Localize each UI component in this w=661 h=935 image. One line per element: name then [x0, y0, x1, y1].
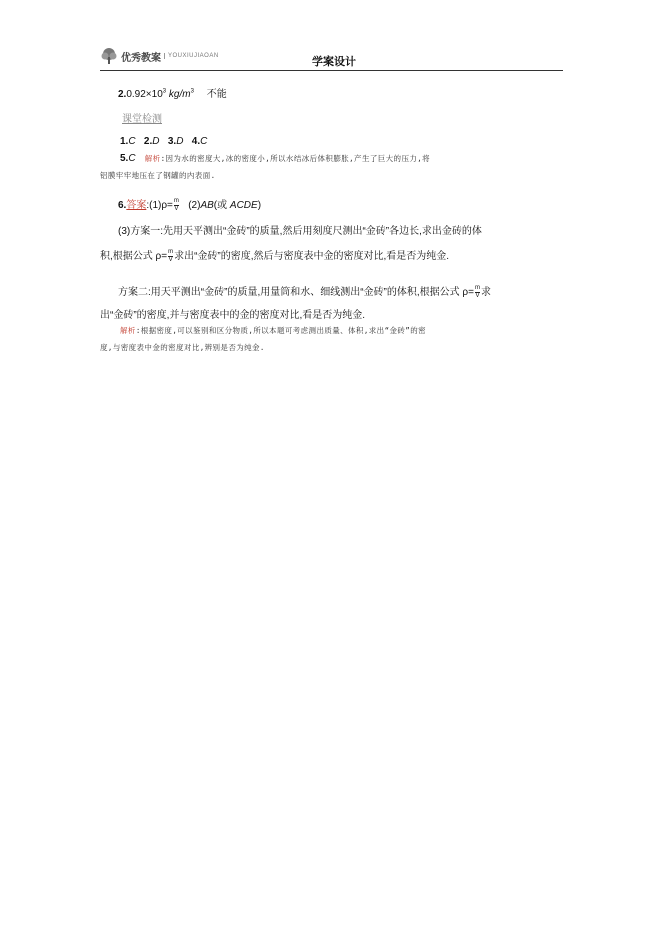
q5-number: 5. — [120, 153, 129, 164]
q6-answer-label: 答案 — [126, 200, 147, 211]
q6-or: (或 — [213, 200, 230, 211]
q6-ab: AB — [200, 200, 214, 211]
plan1-fraction — [168, 249, 173, 264]
section-title: 课堂检测 — [122, 114, 162, 125]
plan2-fraction-numerator: m — [474, 284, 480, 291]
plan2-fraction-denominator: V — [475, 292, 480, 299]
q5-choice: C — [128, 153, 136, 164]
q2-number: 2. — [118, 89, 127, 100]
q6-fraction-numerator: m — [173, 197, 179, 204]
choice-4-answer: C — [200, 136, 208, 147]
q5-explain-label: 解析 — [144, 154, 161, 163]
q2-line — [118, 85, 227, 100]
plan1-line-1: (3)方案一:先用天平测出“金砖”的质量,然后用刻度尺测出“金砖”各边长,求出金砖的体 — [118, 226, 482, 237]
plan2-line-2: 出“金砖”的密度,并与密度表中的金的密度对比,看是否为纯金. — [100, 310, 365, 321]
choice-1-number: 1. — [120, 136, 129, 147]
logo — [100, 48, 219, 64]
choice-2-answer: D — [152, 136, 160, 147]
q6-part1: :(1)ρ= — [146, 200, 173, 211]
q2-unit-exponent: 3 — [190, 88, 194, 95]
plan2-line-1b: 求 — [480, 287, 491, 298]
plan2-line-1 — [118, 283, 491, 300]
brand-name: 优秀教案 — [121, 52, 161, 64]
choices-line — [120, 136, 207, 147]
q6-acde: ACDE — [229, 200, 258, 211]
choice-2-number: 2. — [143, 136, 153, 147]
page-title: 学案设计 — [312, 55, 356, 68]
q5-explain-text-2: 铝膜牢牢地压在了钢罐的内表面. — [100, 171, 216, 180]
q5-line-1 — [120, 153, 430, 164]
plan2-line-1a: 方案二:用天平测出“金砖”的质量,用量筒和水、细线测出“金砖”的体积,根据公式 ρ= — [118, 287, 474, 298]
q2-unit: kg/m — [168, 89, 191, 100]
explain-text-1: :根据密度,可以鉴别和区分物质,所以本题可考虑测出质量、体积,求出“金砖”的密 — [135, 326, 427, 335]
q6-fraction — [174, 198, 179, 213]
plan1-line-2a: 积,根据公式 ρ= — [100, 251, 168, 262]
q6-part2: (2) — [188, 200, 201, 211]
q6-fraction-denominator: V — [174, 205, 179, 212]
plan1-fraction-denominator: V — [168, 256, 173, 263]
page-header — [100, 46, 563, 71]
choice-3-answer: D — [176, 136, 184, 147]
plan1-line-2 — [100, 247, 449, 264]
explain-line-1 — [120, 325, 426, 336]
brand-name-english: YOUXIUJIAOAN — [164, 53, 219, 59]
q6-close: ) — [257, 200, 262, 211]
q6-number: 6. — [118, 200, 127, 211]
q5-explain-text-1: :因为水的密度大,冰的密度小,所以水结冰后体积膨胀,产生了巨大的压力,将 — [160, 154, 431, 163]
q6-line — [118, 196, 261, 213]
choice-4-number: 4. — [191, 136, 201, 147]
choice-3-number: 3. — [167, 136, 177, 147]
plan2-fraction — [475, 285, 480, 300]
explain-label: 解析 — [120, 326, 136, 335]
q2-value: 0.92×10 — [126, 89, 163, 100]
plan1-fraction-numerator: m — [168, 248, 174, 255]
explain-text-2: 度,与密度表中金的密度对比,辨别是否为纯金. — [100, 343, 265, 352]
tree-logo-icon — [100, 48, 118, 64]
q2-answer: 不能 — [206, 89, 227, 100]
q2-exponent: 3 — [162, 88, 167, 95]
plan1-line-2b: 求出“金砖”的密度,然后与密度表中金的密度对比,看是否为纯金. — [174, 251, 450, 262]
choice-1-answer: C — [128, 136, 136, 147]
